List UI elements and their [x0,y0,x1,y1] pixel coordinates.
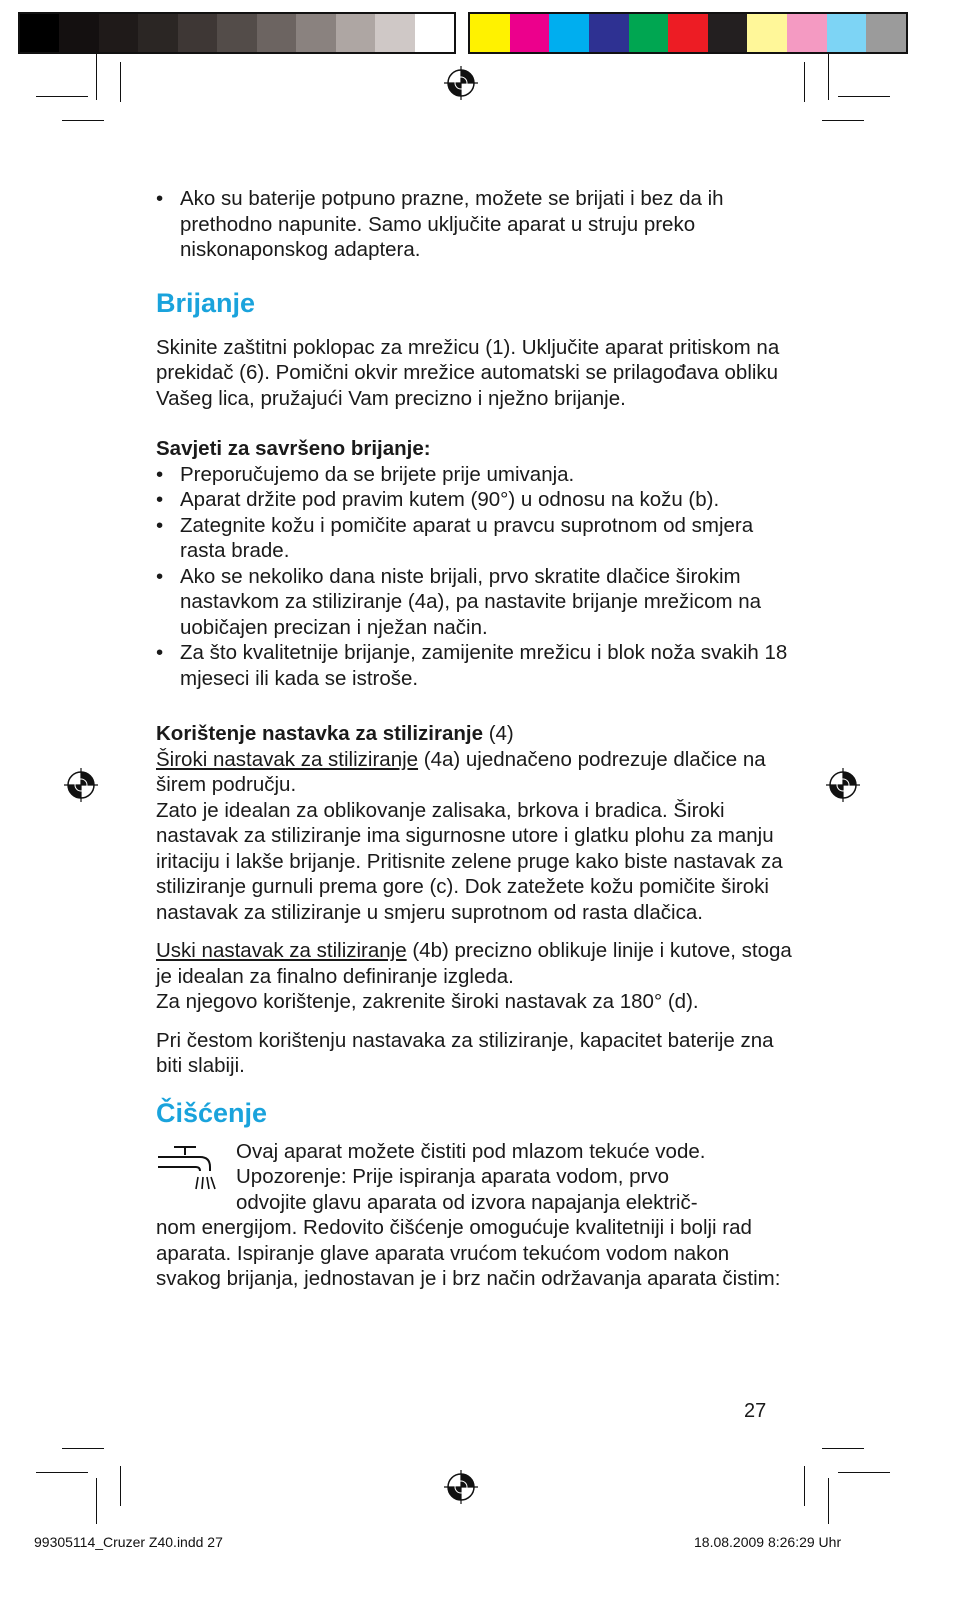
wide-attachment-paragraph-2: Zato je idealan za oblikovanje zalisaka, brkova i bradica. Široki nastavak za stiliziranje ima sigurnosne utore i glatku plohu za manju iritaciju i lakše brijanje. Pritisnite zelene pruge kako biste nastavak za stiliziranje gurnuli prema gore (c). Dok zatežete kožu pomičite široki nastavak za stiliziranje u smjeru suprotnom od rasta dlačica. [156,798,783,924]
list-item: • Zategnite kožu i pomičite aparat u pravcu suprotnom od smjera rasta brade. [156,513,754,562]
color-swatch [415,14,454,52]
battery-note: Pri čestom korištenju nastavaka za stiliziranje, kapacitet baterije zna biti slabiji. [156,1028,774,1077]
section-heading-brijanje: Brijanje [156,287,256,318]
crop-mark [62,120,104,121]
list-item: • Aparat držite pod pravim kutem (90°) u odnosu na kožu (b). [156,488,720,511]
color-swatch [549,14,589,52]
color-swatch [747,14,787,52]
footer-file-info: 99305114_Cruzer Z40.indd 27 [34,1534,223,1550]
crop-mark [36,96,88,97]
color-swatch [59,14,98,52]
list-item [156,186,796,263]
cleaning-line-1: Ovaj aparat možete čistiti pod mlazom tekuće vode. [236,1139,706,1163]
crop-mark [822,1448,864,1449]
crop-mark [96,54,97,100]
gray-color-bar [18,12,456,54]
process-color-bar [468,12,908,54]
color-swatch [589,14,629,52]
cleaning-block [156,1139,796,1292]
color-swatch [138,14,177,52]
crop-mark [62,1448,104,1449]
color-swatch [470,14,510,52]
intro-bullet-text: Ako su baterije potpuno prazne, možete se brijati i bez da ih prethodno napunite. Samo uključite aparat u struju preko niskonaponskog adaptera. [180,187,724,261]
color-swatch [668,14,708,52]
tips-list [156,462,796,692]
crop-mark [828,54,829,100]
crop-mark [828,1478,829,1524]
color-swatch [217,14,256,52]
cleaning-paragraph: nom energijom. Redovito čišćenje omogućuje kvalitetniji i bolji rad aparata. Ispiranje glave aparata vrućom tekućom vodom nakon svakog brijanja, jednostavan je i brz način održavanja aparata čistim: [156,1216,781,1290]
crop-mark [838,1472,890,1473]
registration-mark-icon [64,768,98,802]
page-number: 27 [744,1400,767,1422]
crop-mark [804,62,805,102]
stiliziranje-title: Korištenje nastavka za stiliziranje (4) [156,722,514,745]
list-item: • Ako se nekoliko dana niste brijali, prvo skratite dlačice širokim nastavkom za stiliziranje (4a), pa nastavite brijanje mrežicom na uobičajen precizan i nježan način. [156,564,762,639]
color-swatch [629,14,669,52]
crop-mark [804,1466,805,1506]
crop-mark [120,62,121,102]
footer-timestamp: 18.08.2009 8:26:29 Uhr [694,1534,842,1550]
list-item: • Preporučujemo da se brijete prije umivanja. [156,462,575,486]
color-swatch [708,14,748,52]
narrow-attachment-paragraph: Uski nastavak za stiliziranje (4b) precizno oblikuje linije i kutove, stoga je idealan za finalno definiranje izgleda. [156,939,792,988]
crop-mark [120,1466,121,1506]
registration-mark-icon [826,768,860,802]
registration-mark-icon [444,1470,478,1504]
color-swatch [178,14,217,52]
color-swatch [20,14,59,52]
color-swatch [336,14,375,52]
crop-mark [838,96,890,97]
section-heading-ciscenje: Čišćenje [156,1097,268,1128]
narrow-attachment-paragraph-2: Za njegovo korištenje, zakrenite široki nastavak za 180° (d). [156,990,699,1013]
crop-mark [822,120,864,121]
color-swatch [375,14,414,52]
color-swatch [866,14,906,52]
tips-title: Savjeti za savršeno brijanje: [156,437,431,460]
wide-attachment-paragraph: Široki nastavak za stiliziranje (4a) ujednačeno podrezuje dlačice na širem području. [156,747,766,796]
color-swatch [827,14,867,52]
color-swatch [296,14,335,52]
cleaning-line-3: odvojite glavu aparata od izvora napajanja električ- [236,1190,698,1214]
bullet: • [156,187,164,210]
registration-mark-icon [444,66,478,100]
color-swatch [99,14,138,52]
cleaning-line-2: Upozorenje: Prije ispiranja aparata vodom, prvo [236,1165,670,1188]
color-swatch [510,14,550,52]
color-swatch [257,14,296,52]
page-content [156,186,796,1292]
crop-mark [36,1472,88,1473]
list-item: • Za što kvalitetnije brijanje, zamijenite mrežicu i blok noža svakih 18 mjeseci ili kada se istroše. [156,641,788,690]
crop-mark [96,1478,97,1524]
color-swatch [787,14,827,52]
water-tap-icon [156,1141,218,1203]
brijanje-paragraph: Skinite zaštitni poklopac za mrežicu (1). Uključite aparat pritiskom na prekidač (6). Pomični okvir mrežice automatski se prilagođava obliku Vašeg lica, pružajući Vam precizno i nježno brijanje. [156,335,780,410]
